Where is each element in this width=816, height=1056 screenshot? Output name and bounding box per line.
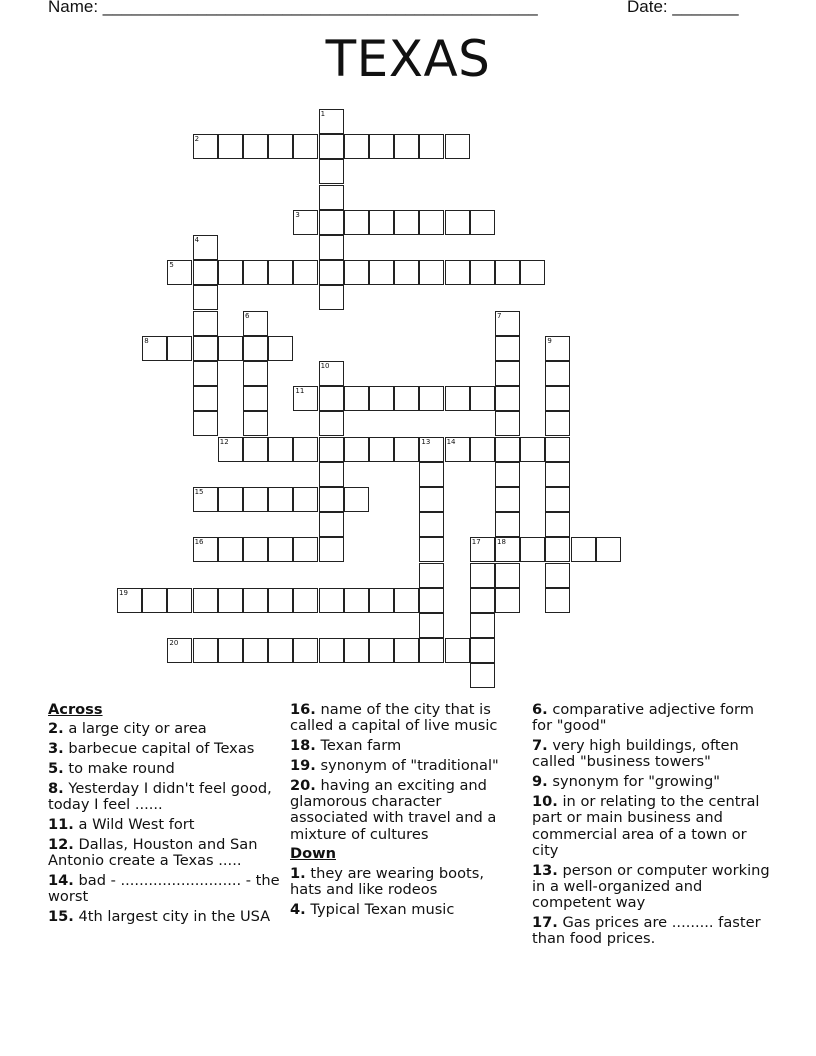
- clue-down-7: [532, 738, 772, 771]
- clue-number: 14.: [48, 871, 74, 889]
- clue-number: 3.: [48, 740, 64, 758]
- grid-cell[interactable]: [167, 638, 192, 663]
- clue-number: 20.: [290, 776, 316, 794]
- grid-cell[interactable]: [545, 487, 570, 512]
- clue-down-1: [290, 866, 520, 899]
- grid-cell[interactable]: [193, 336, 218, 361]
- clue-down-9: [532, 774, 772, 790]
- grid-cell[interactable]: [268, 260, 293, 285]
- grid-cell[interactable]: [445, 437, 470, 462]
- cell-number: 18: [497, 538, 506, 547]
- grid-cell[interactable]: [470, 563, 495, 588]
- grid-cell[interactable]: [218, 638, 243, 663]
- grid-cell[interactable]: [520, 537, 545, 562]
- grid-cell[interactable]: [344, 134, 369, 159]
- cell-number: 2: [194, 135, 200, 144]
- grid-cell[interactable]: [117, 588, 142, 613]
- grid-cell[interactable]: [193, 235, 218, 260]
- grid-cell[interactable]: [495, 487, 520, 512]
- grid-cell[interactable]: [394, 386, 419, 411]
- clue-text: Typical Texan music: [310, 900, 455, 918]
- clue-number: 2.: [48, 720, 64, 738]
- grid-cell[interactable]: [369, 134, 394, 159]
- grid-cell[interactable]: [445, 638, 470, 663]
- grid-cell[interactable]: [319, 260, 344, 285]
- grid-cell[interactable]: [319, 134, 344, 159]
- cell-number: 14: [446, 437, 456, 446]
- clue-across-2: [48, 721, 283, 737]
- grid-cell[interactable]: [293, 487, 318, 512]
- clue-number: 11.: [48, 815, 74, 833]
- grid-cell[interactable]: [243, 361, 268, 386]
- grid-cell[interactable]: [419, 512, 444, 537]
- grid-cell[interactable]: [218, 537, 243, 562]
- grid-cell[interactable]: [193, 588, 218, 613]
- cell-number: 8: [144, 336, 149, 345]
- clue-number: 13.: [532, 861, 558, 879]
- clue-text: Yesterday I didn't feel good, today I feel ......: [48, 779, 272, 813]
- grid-cell[interactable]: [319, 437, 344, 462]
- grid-cell[interactable]: [495, 386, 520, 411]
- grid-cell[interactable]: [142, 336, 167, 361]
- grid-cell[interactable]: [293, 210, 318, 235]
- grid-cell[interactable]: [495, 411, 520, 436]
- grid-cell[interactable]: [545, 588, 570, 613]
- grid-cell[interactable]: [571, 537, 596, 562]
- grid-cell[interactable]: [495, 563, 520, 588]
- clue-text: name of the city that is called a capital of live music: [290, 701, 498, 735]
- grid-cell[interactable]: [495, 336, 520, 361]
- grid-cell[interactable]: [470, 386, 495, 411]
- clue-across-8: [48, 781, 283, 814]
- grid-cell[interactable]: [218, 260, 243, 285]
- grid-cell[interactable]: [470, 663, 495, 688]
- grid-cell[interactable]: [545, 411, 570, 436]
- grid-cell[interactable]: [167, 260, 192, 285]
- grid-cell[interactable]: [193, 537, 218, 562]
- clue-across-16: [290, 702, 520, 735]
- cell-number: 13: [421, 437, 431, 446]
- grid-cell[interactable]: [293, 588, 318, 613]
- clue-across-3: [48, 741, 283, 757]
- clue-down-17: [532, 915, 772, 948]
- grid-cell[interactable]: [545, 512, 570, 537]
- cell-number: 1: [320, 110, 326, 118]
- grid-cell[interactable]: [419, 386, 444, 411]
- grid-cell[interactable]: [268, 638, 293, 663]
- grid-cell[interactable]: [243, 386, 268, 411]
- grid-cell[interactable]: [596, 537, 621, 562]
- clues-column-1: [48, 702, 283, 929]
- grid-cell[interactable]: [319, 487, 344, 512]
- clue-text: bad - .......................... - the worst: [48, 871, 280, 905]
- grid-cell[interactable]: [445, 210, 470, 235]
- grid-cell[interactable]: [319, 285, 344, 310]
- clue-text: a Wild West fort: [78, 815, 195, 833]
- clue-text: 4th largest city in the USA: [78, 907, 271, 925]
- grid-cell[interactable]: [243, 134, 268, 159]
- grid-cell[interactable]: [394, 210, 419, 235]
- grid-cell[interactable]: [419, 588, 444, 613]
- grid-cell[interactable]: [243, 437, 268, 462]
- clue-text: in or relating to the central part or main business and commercial area of a town or city: [532, 792, 760, 859]
- across-heading: Across: [48, 701, 103, 718]
- grid-cell[interactable]: [268, 134, 293, 159]
- grid-cell[interactable]: [445, 386, 470, 411]
- cell-number: 9: [547, 336, 552, 345]
- grid-cell[interactable]: [319, 638, 344, 663]
- cell-number: 11: [295, 387, 305, 396]
- grid-cell[interactable]: [243, 260, 268, 285]
- grid-cell[interactable]: [394, 437, 419, 462]
- grid-cell[interactable]: [545, 336, 570, 361]
- grid-cell[interactable]: [268, 437, 293, 462]
- cell-number: 17: [471, 538, 481, 547]
- grid-cell[interactable]: [470, 437, 495, 462]
- clue-number: 6.: [532, 701, 548, 718]
- cell-number: 15: [194, 488, 204, 496]
- clue-across-5: [48, 761, 283, 777]
- grid-cell[interactable]: [495, 437, 520, 462]
- grid-cell[interactable]: [545, 386, 570, 411]
- grid-cell[interactable]: [470, 638, 495, 663]
- grid-cell[interactable]: [470, 260, 495, 285]
- grid-cell[interactable]: [419, 563, 444, 588]
- grid-cell[interactable]: [193, 285, 218, 310]
- grid-cell[interactable]: [319, 537, 344, 562]
- grid-cell[interactable]: [268, 336, 293, 361]
- grid-cell[interactable]: [419, 638, 444, 663]
- clue-down-4: [290, 902, 520, 918]
- grid-cell[interactable]: [369, 260, 394, 285]
- grid-cell[interactable]: [419, 437, 444, 462]
- clue-text: barbecue capital of Texas: [68, 740, 255, 758]
- grid-cell[interactable]: [394, 260, 419, 285]
- grid-cell[interactable]: [142, 588, 167, 613]
- clue-number: 10.: [532, 792, 558, 810]
- grid-cell[interactable]: [394, 134, 419, 159]
- grid-cell[interactable]: [344, 588, 369, 613]
- grid-cell[interactable]: [344, 386, 369, 411]
- clue-number: 8.: [48, 779, 64, 797]
- grid-cell[interactable]: [293, 537, 318, 562]
- grid-cell[interactable]: [319, 109, 344, 134]
- clue-text: to make round: [68, 759, 175, 777]
- grid-cell[interactable]: [218, 437, 243, 462]
- clue-text: a large city or area: [68, 720, 207, 738]
- clue-text: synonym for "growing": [552, 773, 721, 791]
- cell-number: 12: [219, 437, 229, 446]
- clue-number: 9.: [532, 773, 548, 791]
- grid-cell[interactable]: [218, 134, 243, 159]
- grid-cell[interactable]: [243, 537, 268, 562]
- grid-cell[interactable]: [193, 311, 218, 336]
- grid-cell[interactable]: [445, 260, 470, 285]
- clue-down-6: [532, 702, 772, 735]
- grid-cell[interactable]: [344, 487, 369, 512]
- grid-cell[interactable]: [193, 487, 218, 512]
- grid-cell[interactable]: [369, 386, 394, 411]
- grid-cell[interactable]: [344, 437, 369, 462]
- grid-cell[interactable]: [268, 487, 293, 512]
- clue-number: 16.: [290, 701, 316, 718]
- clue-number: 19.: [290, 756, 316, 774]
- grid-cell[interactable]: [243, 588, 268, 613]
- clue-across-12: [48, 837, 283, 870]
- clue-number: 7.: [532, 737, 548, 755]
- grid-cell[interactable]: [319, 462, 344, 487]
- grid-cell[interactable]: [495, 512, 520, 537]
- grid-cell[interactable]: [293, 638, 318, 663]
- clue-down-10: [532, 794, 772, 859]
- clue-text: comparative adjective form for "good": [532, 701, 755, 735]
- grid-cell[interactable]: [495, 462, 520, 487]
- grid-cell[interactable]: [293, 260, 318, 285]
- grid-cell[interactable]: [419, 462, 444, 487]
- grid-cell[interactable]: [520, 437, 545, 462]
- grid-cell[interactable]: [495, 311, 520, 336]
- down-heading: Down: [290, 845, 337, 863]
- clue-across-20: [290, 778, 520, 843]
- grid-cell[interactable]: [193, 638, 218, 663]
- clue-text: very high buildings, often called "business towers": [532, 737, 739, 771]
- grid-cell[interactable]: [268, 537, 293, 562]
- grid-cell[interactable]: [419, 613, 444, 638]
- clue-down-13: [532, 863, 772, 912]
- cell-number: 16: [194, 538, 204, 547]
- grid-cell[interactable]: [394, 588, 419, 613]
- grid-cell[interactable]: [243, 411, 268, 436]
- grid-cell[interactable]: [319, 159, 344, 184]
- grid-cell[interactable]: [167, 336, 192, 361]
- clue-text: they are wearing boots, hats and like rodeos: [290, 864, 484, 898]
- grid-cell[interactable]: [218, 336, 243, 361]
- grid-cell[interactable]: [193, 386, 218, 411]
- clue-number: 4.: [290, 900, 306, 918]
- grid-cell[interactable]: [520, 260, 545, 285]
- clue-across-19: [290, 758, 520, 774]
- grid-cell[interactable]: [243, 311, 268, 336]
- cell-number: 20: [169, 639, 179, 648]
- clue-number: 17.: [532, 914, 558, 932]
- clues-column-2: [290, 702, 520, 922]
- grid-cell[interactable]: [218, 588, 243, 613]
- grid-cell[interactable]: [344, 260, 369, 285]
- cell-number: 6: [245, 311, 250, 320]
- clue-text: Dallas, Houston and San Antonio create a Texas .....: [48, 835, 258, 869]
- grid-cell[interactable]: [293, 386, 318, 411]
- grid-cell[interactable]: [319, 185, 344, 210]
- grid-cell[interactable]: [319, 512, 344, 537]
- clue-number: 18.: [290, 737, 316, 755]
- grid-cell[interactable]: [470, 537, 495, 562]
- grid-cell[interactable]: [419, 260, 444, 285]
- grid-cell[interactable]: [243, 336, 268, 361]
- grid-cell[interactable]: [545, 361, 570, 386]
- grid-cell[interactable]: [344, 638, 369, 663]
- grid-cell[interactable]: [470, 210, 495, 235]
- cell-number: 3: [295, 210, 300, 219]
- clue-text: person or computer working in a well-organized and competent way: [532, 861, 770, 912]
- grid-cell[interactable]: [419, 487, 444, 512]
- grid-cell[interactable]: [419, 537, 444, 562]
- grid-cell[interactable]: [369, 588, 394, 613]
- grid-cell[interactable]: [319, 588, 344, 613]
- grid-cell[interactable]: [470, 613, 495, 638]
- clue-across-15: [48, 909, 283, 925]
- clue-text: synonym of "traditional": [320, 756, 499, 774]
- grid-cell[interactable]: [243, 487, 268, 512]
- grid-cell[interactable]: [293, 437, 318, 462]
- clue-number: 12.: [48, 835, 74, 853]
- clue-across-18: [290, 738, 520, 754]
- grid-cell[interactable]: [394, 638, 419, 663]
- cell-number: 5: [169, 261, 174, 270]
- grid-cell[interactable]: [369, 210, 394, 235]
- grid-cell[interactable]: [419, 134, 444, 159]
- grid-cell[interactable]: [243, 638, 268, 663]
- grid-cell[interactable]: [419, 210, 444, 235]
- grid-cell[interactable]: [319, 411, 344, 436]
- cell-number: 7: [497, 311, 502, 320]
- name-field[interactable]: Name: ______________________________________________: [48, 0, 538, 16]
- grid-cell[interactable]: [319, 361, 344, 386]
- grid-cell[interactable]: [545, 563, 570, 588]
- clue-text: Gas prices are ......... faster than food prices.: [532, 914, 761, 948]
- grid-cell[interactable]: [268, 588, 293, 613]
- grid-cell[interactable]: [293, 134, 318, 159]
- clues-column-3: [532, 702, 772, 951]
- grid-cell[interactable]: [344, 210, 369, 235]
- page-title: TEXAS: [325, 30, 491, 88]
- clue-number: 5.: [48, 759, 64, 777]
- grid-cell[interactable]: [193, 361, 218, 386]
- grid-cell[interactable]: [369, 638, 394, 663]
- grid-cell[interactable]: [193, 134, 218, 159]
- grid-cell[interactable]: [319, 386, 344, 411]
- grid-cell[interactable]: [495, 260, 520, 285]
- clue-text: Texan farm: [320, 737, 402, 755]
- clue-across-11: [48, 817, 283, 833]
- clue-number: 15.: [48, 907, 74, 925]
- cell-number: 10: [320, 362, 330, 370]
- grid-cell[interactable]: [193, 260, 218, 285]
- clue-text: having an exciting and glamorous character associated with travel and a mixture of cultures: [290, 776, 497, 843]
- grid-cell[interactable]: [167, 588, 192, 613]
- grid-cell[interactable]: [495, 361, 520, 386]
- grid-cell[interactable]: [445, 134, 470, 159]
- grid-cell[interactable]: [545, 462, 570, 487]
- grid-cell[interactable]: [545, 537, 570, 562]
- cell-number: 19: [119, 588, 128, 597]
- grid-cell[interactable]: [218, 487, 243, 512]
- grid-cell[interactable]: [495, 537, 520, 562]
- clue-across-14: [48, 873, 283, 906]
- clue-number: 1.: [290, 864, 306, 882]
- cell-number: 4: [194, 236, 200, 244]
- grid-cell[interactable]: [545, 437, 570, 462]
- grid-cell[interactable]: [319, 235, 344, 260]
- date-field[interactable]: Date: _______: [627, 0, 739, 16]
- grid-cell[interactable]: [470, 588, 495, 613]
- grid-cell[interactable]: [193, 411, 218, 436]
- grid-cell[interactable]: [495, 588, 520, 613]
- grid-cell[interactable]: [319, 210, 344, 235]
- grid-cell[interactable]: [369, 437, 394, 462]
